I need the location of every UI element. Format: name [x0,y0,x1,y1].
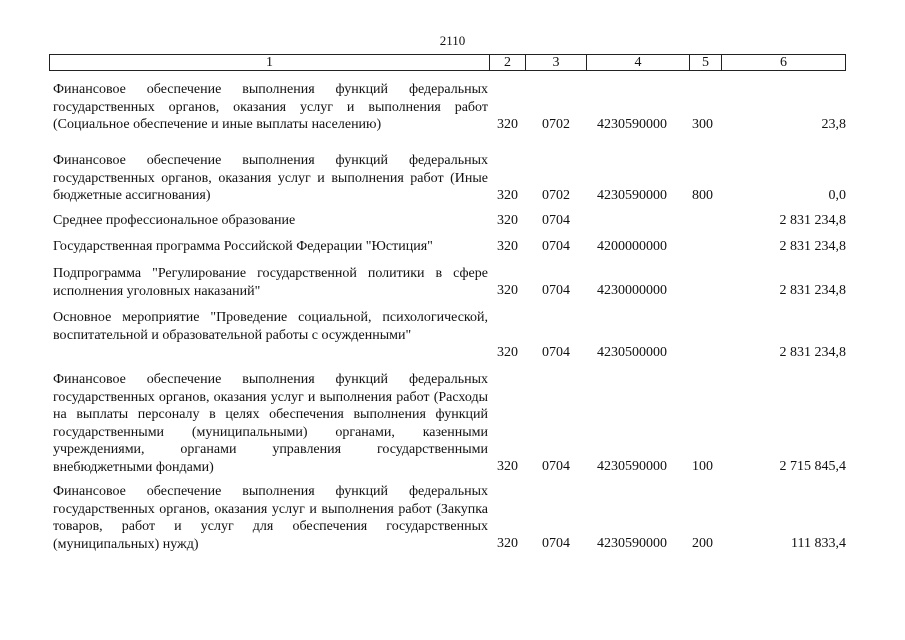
row-col-2: 320 [497,283,518,298]
row-col-2: 320 [497,345,518,360]
row-col-3: 0704 [542,239,570,254]
row-col-4: 4230590000 [597,536,667,551]
row-name: Подпрограмма "Регулирование государственной политики в сфере исполнения уголовных наказаний" [53,266,488,299]
row-col-3: 0702 [542,188,570,203]
row-col-2: 320 [497,213,518,228]
column-header-6: 6 [780,55,787,70]
row-col-2: 320 [497,188,518,203]
row-col-6: 2 831 234,8 [779,283,846,298]
row-col-2: 320 [497,459,518,474]
page-number: 2110 [439,33,466,48]
row-col-4: 4230590000 [597,459,667,474]
row-name: Финансовое обеспечение выполнения функций федеральных государственных органов, оказания услуг и выполнения работ (Социальное обеспечение и иные выплаты населению) [53,82,488,132]
row-col-3: 0704 [542,213,570,228]
row-name: Государственная программа Российской Федерации "Юстиция" [53,239,433,254]
row-col-4: 4230500000 [597,345,667,360]
row-col-3: 0704 [542,536,570,551]
row-col-4: 4230000000 [597,283,667,298]
row-col-5: 300 [692,117,713,132]
row-col-6: 2 831 234,8 [779,345,846,360]
row-col-6: 2 831 234,8 [779,213,846,228]
row-col-6: 23,8 [821,117,846,132]
row-name: Финансовое обеспечение выполнения функций федеральных государственных органов, оказания услуг и выполнения работ (Закупка товаров, работ и услуг для обеспечения государственных (муниципальных) нужд) [53,484,488,552]
row-col-6: 111 833,4 [791,536,846,551]
row-col-5: 800 [692,188,713,203]
row-col-4: 4230590000 [597,188,667,203]
row-col-3: 0704 [542,345,570,360]
row-col-6: 2 715 845,4 [779,459,846,474]
table-header [49,54,846,71]
row-col-2: 320 [497,239,518,254]
row-col-3: 0702 [542,117,570,132]
row-col-4: 4200000000 [597,239,667,254]
row-col-2: 320 [497,536,518,551]
column-header-2: 2 [490,55,526,70]
row-name: Среднее профессиональное образование [53,213,296,228]
row-name: Финансовое обеспечение выполнения функций федеральных государственных органов, оказания услуг и выполнения работ (Расходы на выплаты персоналу в целях обеспечения выполнения функций государственными (муниципальными) органами, казенными учреждениями, органами управления государственными внебюджетными фондами) [53,372,488,475]
row-name: Основное мероприятие "Проведение социальной, психологической, воспитательной и образовательной работы с осужденными" [53,310,488,343]
row-col-5: 100 [692,459,713,474]
column-header-5: 5 [690,55,722,70]
column-header-3: 3 [526,55,587,70]
column-header-4: 4 [587,55,690,70]
row-col-4: 4230590000 [597,117,667,132]
row-col-2: 320 [497,117,518,132]
column-header-1: 1 [50,55,490,70]
row-col-6: 0,0 [828,188,846,203]
row-col-3: 0704 [542,283,570,298]
row-name: Финансовое обеспечение выполнения функций федеральных государственных органов, оказания услуг и выполнения работ (Иные бюджетные ассигнования) [53,153,488,203]
row-col-5: 200 [692,536,713,551]
row-col-6: 2 831 234,8 [779,239,846,254]
row-col-3: 0704 [542,459,570,474]
